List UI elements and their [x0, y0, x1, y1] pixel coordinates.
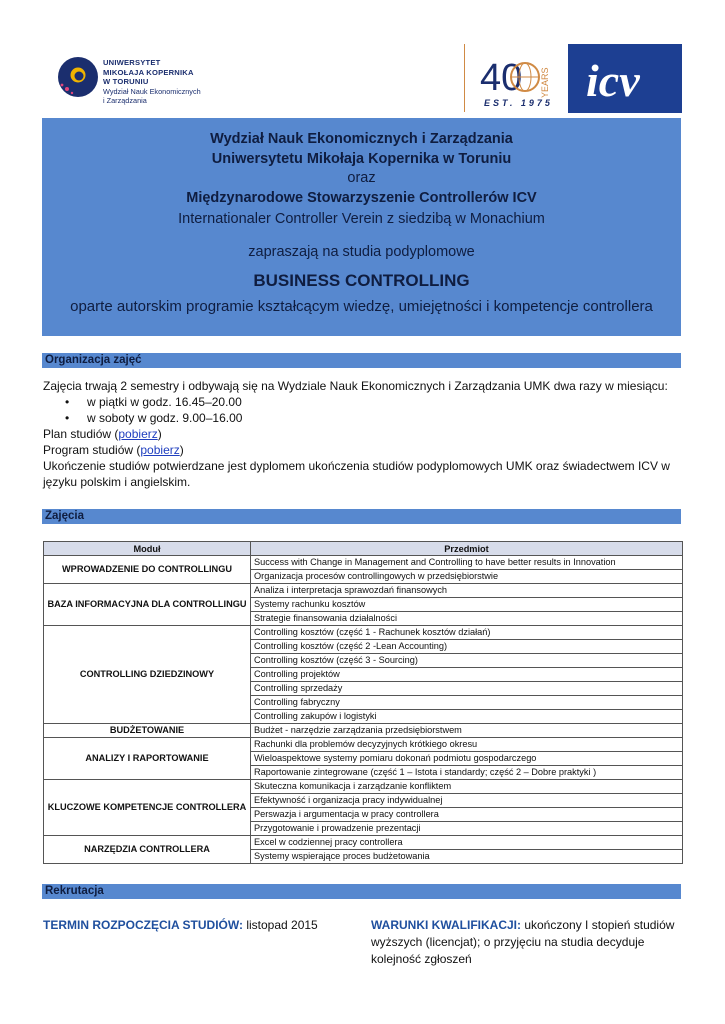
banner-icv-name: Międzynarodowe Stowarzyszenie Controllerów ICV — [186, 190, 537, 206]
completion-text: Ukończenie studiów potwierdzane jest dyplomem ukończenia studiów podyplomowych UMK oraz świadectwem ICV w języku polskim i angielskim. — [43, 459, 670, 489]
table-header-row — [44, 542, 683, 556]
table-row — [44, 626, 683, 640]
organization-intro: Zajęcia trwają 2 semestry i odbywają się na Wydziale Nauk Ekonomicznych i Zarządzania UMK dwa razy w miesiącu: — [43, 379, 668, 393]
plan-line — [43, 426, 683, 442]
schedule-list — [43, 394, 683, 426]
module-cell: NARZĘDZIA CONTROLLERA — [44, 836, 251, 864]
module-cell: BAZA INFORMACYJNA DLA CONTROLLINGU — [44, 584, 251, 626]
classes-heading: Zajęcia — [42, 509, 681, 524]
subject-cell: Skuteczna komunikacja i zarządzanie konfliktem — [251, 780, 683, 794]
umk-faculty-line-2: i Zarządzania — [103, 96, 147, 105]
subject-cell: Controlling kosztów (część 1 - Rachunek kosztów działań) — [251, 626, 683, 640]
subject-cell: Budżet - narzędzie zarządzania przedsiębiorstwem — [251, 724, 683, 738]
table-row — [44, 780, 683, 794]
plan-download-link[interactable]: pobierz — [118, 427, 158, 441]
program-suffix: ) — [179, 443, 184, 457]
banner-title: BUSINESS CONTROLLING — [253, 271, 470, 290]
subject-cell: Systemy wspierające proces budżetowania — [251, 850, 683, 864]
list-item: • w soboty w godz. 9.00–16.00 — [87, 410, 683, 426]
recruitment-heading: Rekrutacja — [42, 884, 681, 899]
icv-logo — [568, 44, 682, 113]
plan-suffix: ) — [157, 427, 162, 441]
umk-logo — [56, 54, 236, 110]
table-row — [44, 556, 683, 570]
subject-cell: Rachunki dla problemów decyzyjnych krótkiego okresu — [251, 738, 683, 752]
subject-cell: Controlling zakupów i logistyki — [251, 710, 683, 724]
logo-years-text: YEARS — [540, 67, 550, 98]
start-date-value: listopad 2015 — [243, 918, 318, 932]
subject-cell: Efektywność i organizacja pracy indywidualnej — [251, 794, 683, 808]
subject-cell: Analiza i interpretacja sprawozdań finansowych — [251, 584, 683, 598]
intro-banner — [42, 118, 681, 336]
logo-divider — [464, 44, 465, 112]
icv-logo-text: icv — [586, 55, 640, 106]
table-row — [44, 584, 683, 598]
banner-subtitle: oparte autorskim programie kształcącym wiedzę, umiejętności i kompetencje controllera — [70, 298, 653, 315]
requirements-value: ukończony I stopień studiów wyższych (licencjat); o przyjęciu na studia decyduje kolejność zgłoszeń — [371, 918, 675, 966]
table-row — [44, 724, 683, 738]
module-cell: WPROWADZENIE DO CONTROLLINGU — [44, 556, 251, 584]
subject-cell: Controlling fabryczny — [251, 696, 683, 710]
subject-cell: Success with Change in Management and Controlling to have better results in Innovation — [251, 556, 683, 570]
subject-column-header: Przedmiot — [251, 542, 683, 556]
qualification-requirements — [371, 917, 681, 968]
program-download-link[interactable]: pobierz — [140, 443, 180, 457]
module-cell: ANALIZY I RAPORTOWANIE — [44, 738, 251, 780]
subject-cell: Controlling sprzedaży — [251, 682, 683, 696]
subject-cell: Przygotowanie i prowadzenie prezentacji — [251, 822, 683, 836]
program-line — [43, 442, 683, 458]
subject-cell: Raportowanie zintegrowane (część 1 – Istota i standardy; część 2 – Dobre praktyki ) — [251, 766, 683, 780]
subject-cell: Excel w codziennej pracy controllera — [251, 836, 683, 850]
module-cell: CONTROLLING DZIEDZINOWY — [44, 626, 251, 724]
est-1975-text: EST. 1975 — [484, 98, 553, 108]
classes-table-body — [44, 556, 683, 864]
banner-icv-german: Internationaler Controller Verein z siedzibą w Monachium — [178, 211, 545, 227]
umk-name-line-2: MIKOŁAJA KOPERNIKA — [103, 67, 194, 77]
subject-cell: Systemy rachunku kosztów — [251, 598, 683, 612]
subject-cell: Strategie finansowania działalności — [251, 612, 683, 626]
banner-oraz: oraz — [347, 170, 376, 186]
start-date-label: TERMIN ROZPOCZĘCIA STUDIÓW: — [43, 918, 243, 932]
subject-cell: Wieloaspektowe systemy pomiaru dokonań podmiotu gospodarczego — [251, 752, 683, 766]
module-column-header: Moduł — [44, 542, 251, 556]
umk-faculty-line-1: Wydział Nauk Ekonomicznych — [103, 86, 201, 96]
module-cell: KLUCZOWE KOMPETENCJE CONTROLLERA — [44, 780, 251, 836]
umk-emblem-icon — [56, 55, 100, 99]
subject-cell: Controlling kosztów (część 3 - Sourcing) — [251, 654, 683, 668]
plan-label: Plan studiów ( — [43, 427, 119, 441]
subject-cell: Controlling kosztów (część 2 -Lean Accounting) — [251, 640, 683, 654]
requirements-label: WARUNKI KWALIFIKACJI: — [371, 918, 521, 932]
classes-table — [43, 541, 683, 864]
banner-faculty: Wydział Nauk Ekonomicznych i Zarządzania — [210, 131, 513, 147]
program-label: Program studiów ( — [43, 443, 141, 457]
start-date — [43, 917, 318, 934]
organization-heading: Organizacja zajęć — [42, 353, 681, 368]
organization-body — [43, 378, 683, 490]
logo-40-number: 40 — [480, 57, 523, 99]
module-cell: BUDŻETOWANIE — [44, 724, 251, 738]
umk-name-line-3: W TORUNIU — [103, 77, 149, 86]
umk-name-line-1: UNIWERSYTET — [103, 58, 161, 67]
banner-university: Uniwersytetu Mikołaja Kopernika w Toruniu — [211, 151, 512, 167]
table-row — [44, 738, 683, 752]
subject-cell: Organizacja procesów controllingowych w przedsiębiorstwie — [251, 570, 683, 584]
list-item: • w piątki w godz. 16.45–20.00 — [87, 394, 683, 410]
banner-invitation: zapraszają na studia podyplomowe — [248, 244, 475, 260]
subject-cell: Perswazja i argumentacja w pracy controllera — [251, 808, 683, 822]
subject-cell: Controlling projektów — [251, 668, 683, 682]
table-row — [44, 836, 683, 850]
